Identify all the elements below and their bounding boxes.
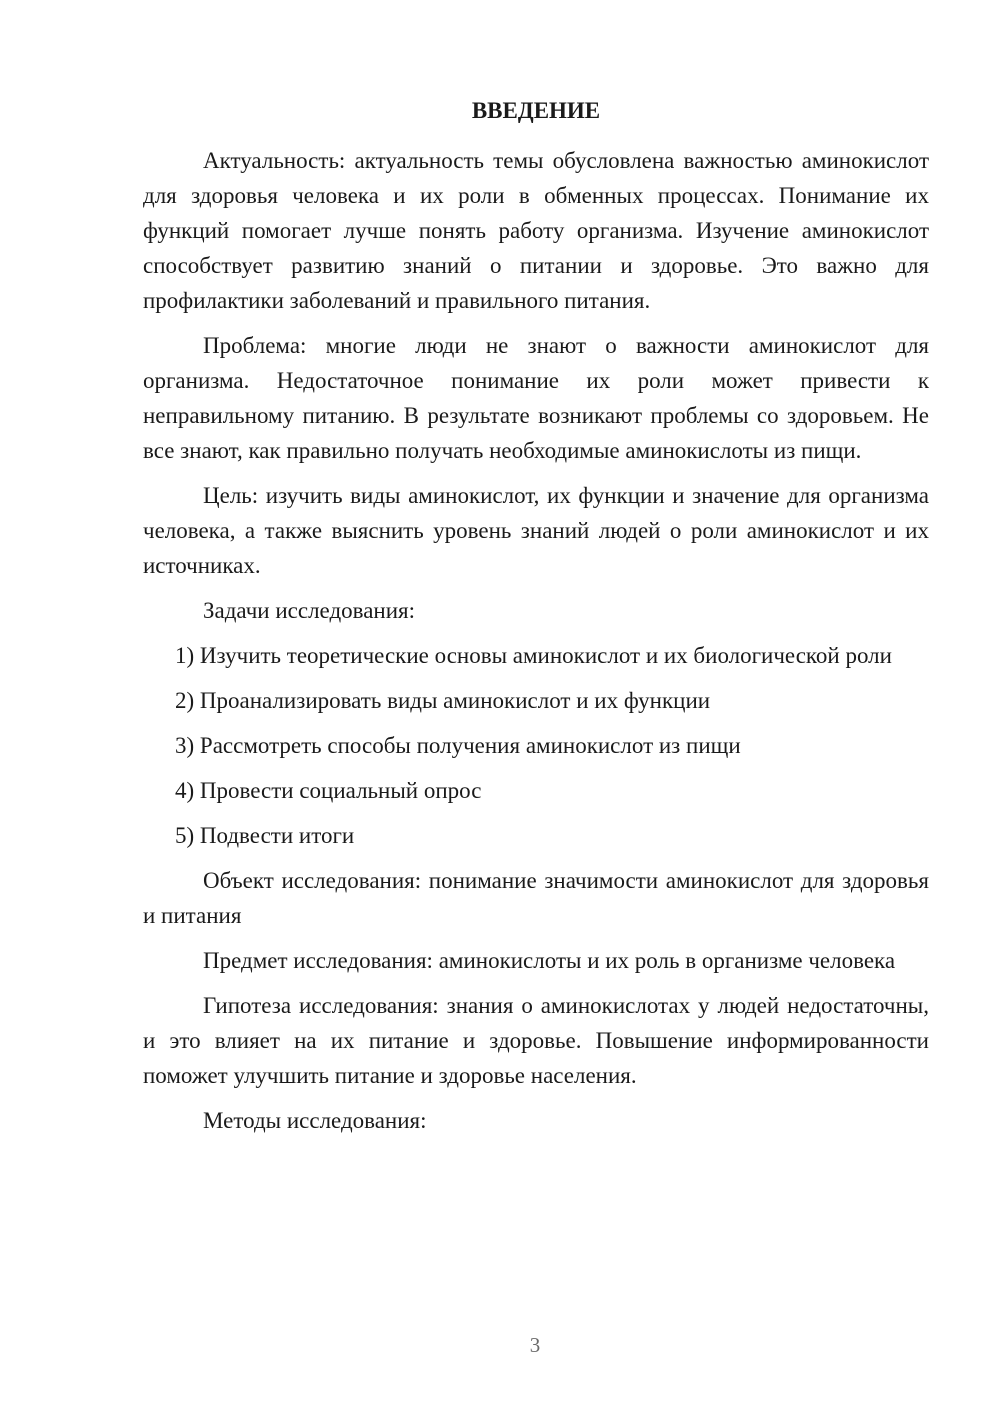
methods-heading: Методы исследования: — [203, 1108, 427, 1133]
paragraph-goal: Цель: изучить виды аминокислот, их функции и значение для организма человека, а также выяснить уровень знаний людей о роли аминокислот и их источниках. — [143, 483, 929, 578]
section-title: ВВЕДЕНИЕ — [471, 98, 601, 123]
page-number: 3 — [529, 1333, 541, 1357]
paragraph-hypothesis: Гипотеза исследования: знания о аминокислотах у людей недостаточны, и это влияет на их питание и здоровье. Повышение информированности поможет улучшить питание и здоровье населения. — [143, 993, 929, 1088]
page-content — [143, 95, 929, 1148]
task-item-3: 3) Рассмотреть способы получения аминокислот из пищи — [175, 733, 741, 758]
paragraph-problem: Проблема: многие люди не знают о важности аминокислот для организма. Недостаточное понимание их роли может привести к неправильному питанию. В результате возникают проблемы со здоровьем. Не все знают, как правильно получать необходимые аминокислоты из пищи. — [143, 333, 929, 463]
task-item-5: 5) Подвести итоги — [175, 823, 355, 848]
paragraph-object: Объект исследования: понимание значимости аминокислот для здоровья и питания — [143, 868, 929, 928]
task-item-1: 1) Изучить теоретические основы аминокислот и их биологической роли — [175, 643, 892, 668]
paragraph-relevance: Актуальность: актуальность темы обусловлена важностью аминокислот для здоровья человека и их роли в обменных процессах. Понимание их функций помогает лучше понять работу организма. Изучение аминокислот способствует развитию знаний о питании и здоровье. Это важно для профилактики заболеваний и правильного питания. — [143, 148, 929, 313]
task-item-2: 2) Проанализировать виды аминокислот и их функции — [175, 688, 711, 713]
task-item-4: 4) Провести социальный опрос — [175, 778, 482, 803]
paragraph-subject: Предмет исследования: аминокислоты и их роль в организме человека — [203, 948, 896, 973]
tasks-heading: Задачи исследования: — [203, 598, 416, 623]
